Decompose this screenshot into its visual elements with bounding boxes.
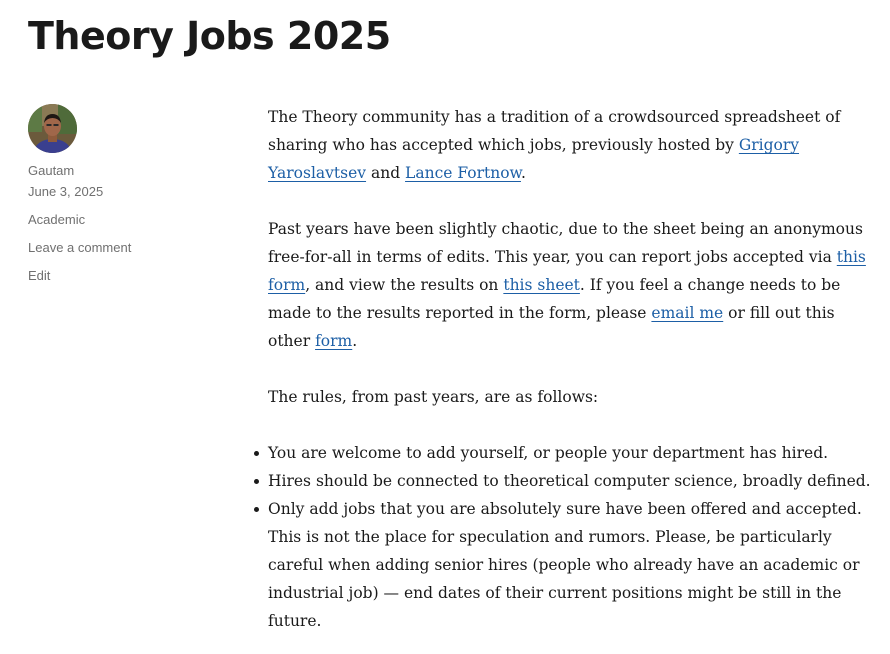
- grigory-link[interactable]: Grigory Yaroslavtsev: [268, 136, 800, 182]
- author-avatar[interactable]: [28, 104, 77, 153]
- email-me-link[interactable]: email me: [651, 304, 724, 322]
- paragraph-text: Past years have been slightly chaotic, due to the sheet being an anonymous free-for-all in terms of edits. This year, you can report jobs accepted via: [268, 220, 863, 266]
- instructions-paragraph: [268, 215, 878, 355]
- paragraph-text: or fill out this other: [268, 304, 835, 350]
- paragraph-text: and: [366, 164, 406, 182]
- other-form-link[interactable]: form: [315, 332, 353, 350]
- paragraph-text: The Theory community has a tradition of a crowdsourced spreadsheet of sharing who has accepted which jobs, previously hosted by: [268, 108, 841, 154]
- edit-link[interactable]: Edit: [28, 268, 51, 283]
- post-date-link[interactable]: June 3, 2025: [28, 184, 104, 199]
- list-item: Hires should be connected to theoretical computer science, broadly defined.: [268, 467, 878, 495]
- this-sheet-link[interactable]: this sheet: [503, 276, 580, 294]
- post-content: [268, 103, 878, 635]
- list-item: Only add jobs that you are absolutely sure have been offered and accepted. This is not the place for speculation and rumors. Please, be particularly careful when adding senior hires (people who already have an academic or industrial job) — end dates of their current positions might be still in the future.: [268, 495, 878, 635]
- list-item: You are welcome to add yourself, or people your department has hired.: [268, 439, 878, 467]
- paragraph-text: , and view the results on: [305, 276, 504, 294]
- this-form-link[interactable]: this form: [268, 248, 866, 294]
- intro-paragraph: [268, 103, 878, 187]
- page-title: Theory Jobs 2025: [28, 14, 391, 58]
- paragraph-text: .: [352, 332, 358, 350]
- paragraph-text: .: [520, 164, 526, 182]
- author-link[interactable]: Gautam: [28, 163, 75, 178]
- category-link[interactable]: Academic: [28, 212, 86, 227]
- leave-comment-link[interactable]: Leave a comment: [28, 240, 132, 255]
- paragraph-text: . If you feel a change needs to be made to the results reported in the form, please: [268, 276, 841, 322]
- avatar-image: [28, 104, 77, 153]
- lance-link[interactable]: Lance Fortnow: [405, 164, 521, 182]
- rules-intro: The rules, from past years, are as follows:: [268, 388, 599, 406]
- post-meta: [28, 104, 228, 284]
- rules-list: [268, 439, 878, 635]
